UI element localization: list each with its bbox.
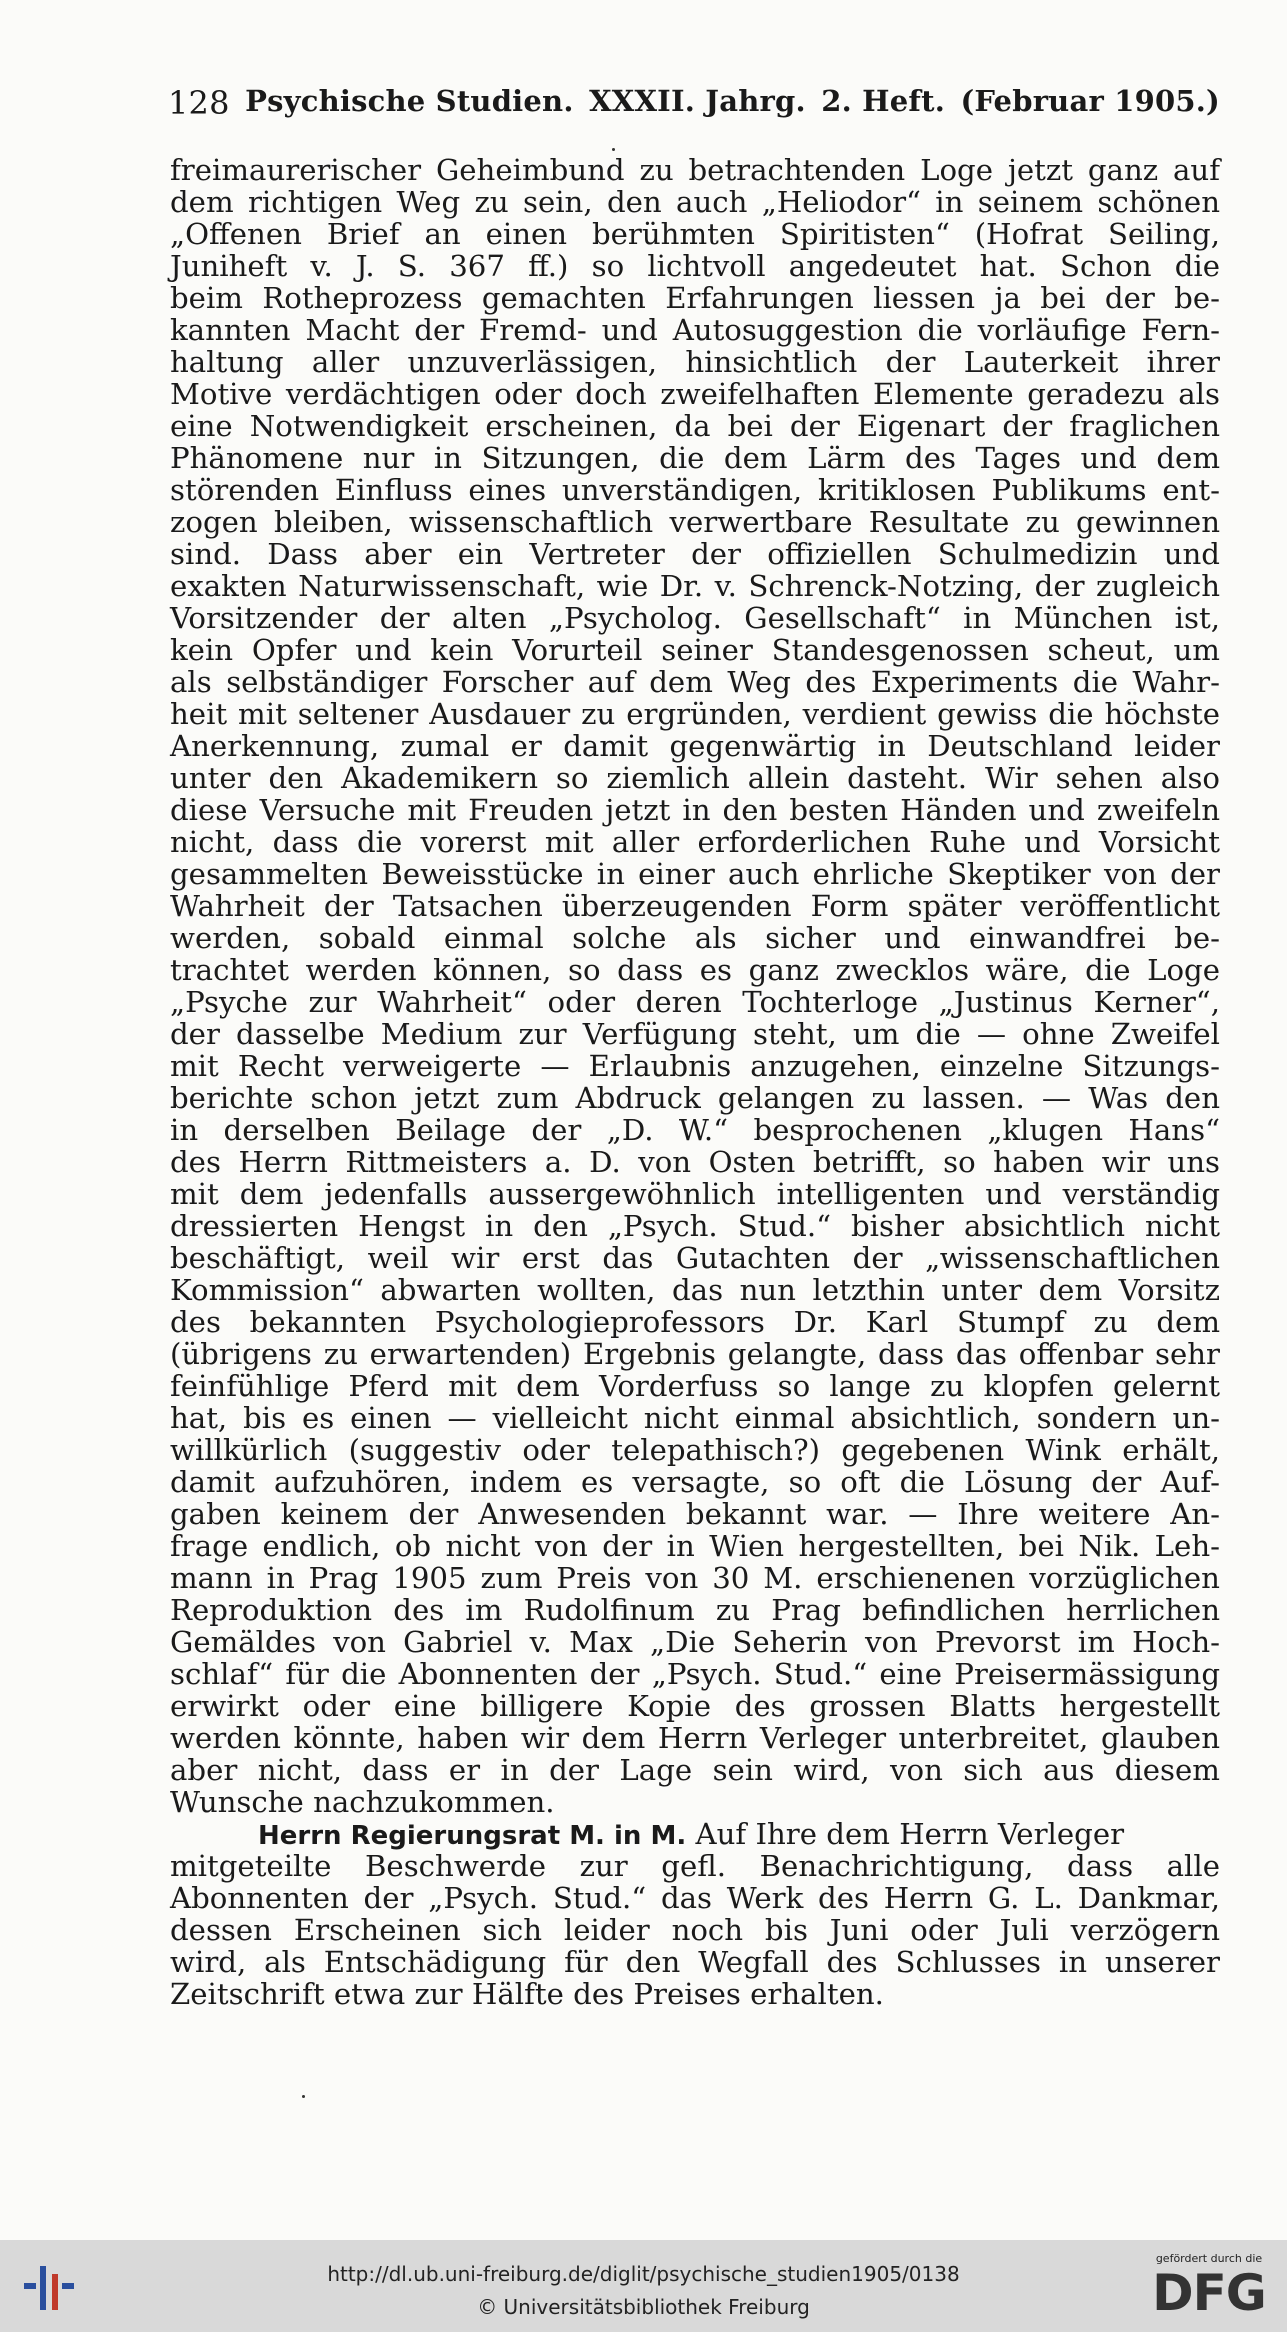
addressee: Herrn Regierungsrat M. in M. [258, 1821, 687, 1851]
copyright: © Universitätsbibliothek Freiburg [477, 2295, 810, 2319]
text-line: unter den Akademikern so ziemlich allein dasteht. Wir sehen also [170, 761, 1220, 795]
reply-paragraph-first-line [170, 1818, 1220, 1850]
text-line: Juniheft v. J. S. 367 ff.) so lichtvoll angedeutet hat. Schon die [170, 249, 1220, 283]
text-line: „Offenen Brief an einen berühmten Spiritisten“ (Hofrat Seiling, [170, 217, 1220, 251]
text-line: Anerkennung, zumal er damit gegenwärtig in Deutschland leider [170, 729, 1220, 763]
text-line: mit dem jedenfalls aussergewöhnlich intelligenten und verständig [170, 1177, 1220, 1211]
source-url[interactable]: http://dl.ub.uni-freiburg.de/diglit/psychische_studien1905/0138 [327, 2262, 960, 2286]
text-line: damit aufzuhören, indem es versagte, so oft die Lösung der Auf- [170, 1465, 1220, 1499]
text-line: Phänomene nur in Sitzungen, die dem Lärm des Tages und dem [170, 441, 1220, 475]
text-line: des bekannten Psychologieprofessors Dr. Karl Stumpf zu dem [170, 1305, 1220, 1339]
text-line: des Herrn Rittmeisters a. D. von Osten betrifft, so haben wir uns [170, 1145, 1220, 1179]
text-line: beim Rotheprozess gemachten Erfahrungen liessen ja bei der be- [170, 281, 1220, 315]
text-line: berichte schon jetzt zum Abdruck gelangen zu lassen. — Was den [170, 1081, 1220, 1115]
running-header [168, 84, 1220, 122]
speck [302, 2095, 305, 2098]
footer-bar [0, 2240, 1287, 2332]
text-line: werden, sobald einmal solche als sicher und einwandfrei be- [170, 921, 1220, 955]
running-title: Psychische Studien. [245, 84, 574, 118]
text-line: dressierten Hengst in den „Psych. Stud.“ bisher absichtlich nicht [170, 1209, 1220, 1243]
text-line: zogen bleiben, wissenschaftlich verwertbare Resultate zu gewinnen [170, 505, 1220, 539]
text-line: werden könnte, haben wir dem Herrn Verleger unterbreitet, glauben [170, 1721, 1220, 1755]
text-line: als selbständiger Forscher auf dem Weg des Experiments die Wahr- [170, 665, 1220, 699]
text-line: heit mit seltener Ausdauer zu ergründen, verdient gewiss die höchste [170, 697, 1220, 731]
text-line: Gemäldes von Gabriel v. Max „Die Seherin von Prevorst im Hoch- [170, 1625, 1220, 1659]
text-line: exakten Naturwissenschaft, wie Dr. v. Schrenck-Notzing, der zugleich [170, 569, 1220, 603]
text-line: Kommission“ abwarten wollten, das nun letzthin unter dem Vorsitz [170, 1273, 1220, 1307]
body-text [170, 154, 1220, 2010]
page-number: 128 [168, 84, 230, 122]
text-line: gesammelten Beweisstücke in einer auch ehrliche Skeptiker von der [170, 857, 1220, 891]
text-line: mann in Prag 1905 zum Preis von 30 M. erschienenen vorzüglichen [170, 1561, 1220, 1595]
volume: XXXII. Jahrg. [589, 84, 806, 118]
text-line: sind. Dass aber ein Vertreter der offiziellen Schulmedizin und [170, 537, 1220, 571]
text-line: kannten Macht der Fremd- und Autosuggestion die vorläufige Fern- [170, 313, 1220, 347]
text-line: aber nicht, dass er in der Lage sein wird, von sich aus diesem [170, 1753, 1220, 1787]
text-line: freimaurerischer Geheimbund zu betrachtenden Loge jetzt ganz auf [170, 153, 1220, 187]
text-line: hat, bis es einen — vielleicht nicht einmal absichtlich, sondern un- [170, 1401, 1220, 1435]
text-line: mit Recht verweigerte — Erlaubnis anzugehen, einzelne Sitzungs- [170, 1049, 1220, 1083]
text-line: der dasselbe Medium zur Verfügung steht, um die — ohne Zweifel [170, 1017, 1220, 1051]
dfg-logo [1145, 2252, 1273, 2324]
text-line: kein Opfer und kein Vorurteil seiner Standesgenossen scheut, um [170, 633, 1220, 667]
text-line: „Psyche zur Wahrheit“ oder deren Tochterloge „Justinus Kerner“, [170, 985, 1220, 1019]
text-line: gaben keinem der Anwesenden bekannt war. — Ihre weitere An- [170, 1497, 1220, 1531]
text-line: erwirkt oder eine billigere Kopie des grossen Blatts hergestellt [170, 1689, 1220, 1723]
text-line: feinfühlige Pferd mit dem Vorderfuss so lange zu klopfen gelernt [170, 1369, 1220, 1403]
text-line: willkürlich (suggestiv oder telepathisch?) gegebenen Wink erhält, [170, 1433, 1220, 1467]
text-line: frage endlich, ob nicht von der in Wien hergestellten, bei Nik. Leh- [170, 1529, 1220, 1563]
text-line: Vorsitzender der alten „Psycholog. Gesellschaft“ in München ist, [170, 601, 1220, 635]
reply-line-0: Auf Ihre dem Herrn Verleger [695, 1817, 1125, 1851]
dfg-wordmark: DFG [1152, 2264, 1266, 2322]
text-line: Wahrheit der Tatsachen überzeugenden Form später veröffentlicht [170, 889, 1220, 923]
text-line: dem richtigen Weg zu sein, den auch „Heliodor“ in seinem schönen [170, 185, 1220, 219]
text-line: beschäftigt, weil wir erst das Gutachten der „wissenschaftlichen [170, 1241, 1220, 1275]
text-line: störenden Einfluss eines unverständigen, kritiklosen Publikums ent- [170, 473, 1220, 507]
text-line: nicht, dass die vorerst mit aller erforderlichen Ruhe und Vorsicht [170, 825, 1220, 859]
text-line: in derselben Beilage der „D. W.“ besprochenen „klugen Hans“ [170, 1113, 1220, 1147]
text-line: trachtet werden können, so dass es ganz zwecklos wäre, die Loge [170, 953, 1220, 987]
text-line: dessen Erscheinen sich leider noch bis Juni oder Juli verzögern [170, 1913, 1220, 1947]
text-line: Wunsche nachzukommen. [170, 1785, 555, 1819]
text-line: (übrigens zu erwartenden) Ergebnis gelangte, dass das offenbar sehr [170, 1337, 1220, 1371]
speck [612, 148, 615, 151]
text-line: Reproduktion des im Rudolfinum zu Prag befindlichen herrlichen [170, 1593, 1220, 1627]
text-line: Abonnenten der „Psych. Stud.“ das Werk des Herrn G. L. Dankmar, [170, 1881, 1220, 1915]
text-line: wird, als Entschädigung für den Wegfall des Schlusses in unserer [170, 1945, 1220, 1979]
issue: 2. Heft. [821, 84, 945, 118]
issue-date: (Februar 1905.) [960, 84, 1220, 118]
reply-paragraph [170, 1850, 1220, 2010]
text-line: haltung aller unzuverlässigen, hinsichtlich der Lauterkeit ihrer [170, 345, 1220, 379]
text-line: Motive verdächtigen oder doch zweifelhaften Elemente geradezu als [170, 377, 1220, 411]
text-line: eine Notwendigkeit erscheinen, da bei der Eigenart der fraglichen [170, 409, 1220, 443]
text-line: mitgeteilte Beschwerde zur gefl. Benachrichtigung, dass alle [170, 1849, 1220, 1883]
text-line: diese Versuche mit Freuden jetzt in den besten Händen und zweifeln [170, 793, 1220, 827]
paragraph [170, 154, 1220, 1818]
sponsor-label: gefördert durch die [1155, 2252, 1263, 2265]
text-line: schlaf“ für die Abonnenten der „Psych. Stud.“ eine Preisermässigung [170, 1657, 1220, 1691]
text-line: Zeitschrift etwa zur Hälfte des Preises erhalten. [170, 1977, 884, 2011]
